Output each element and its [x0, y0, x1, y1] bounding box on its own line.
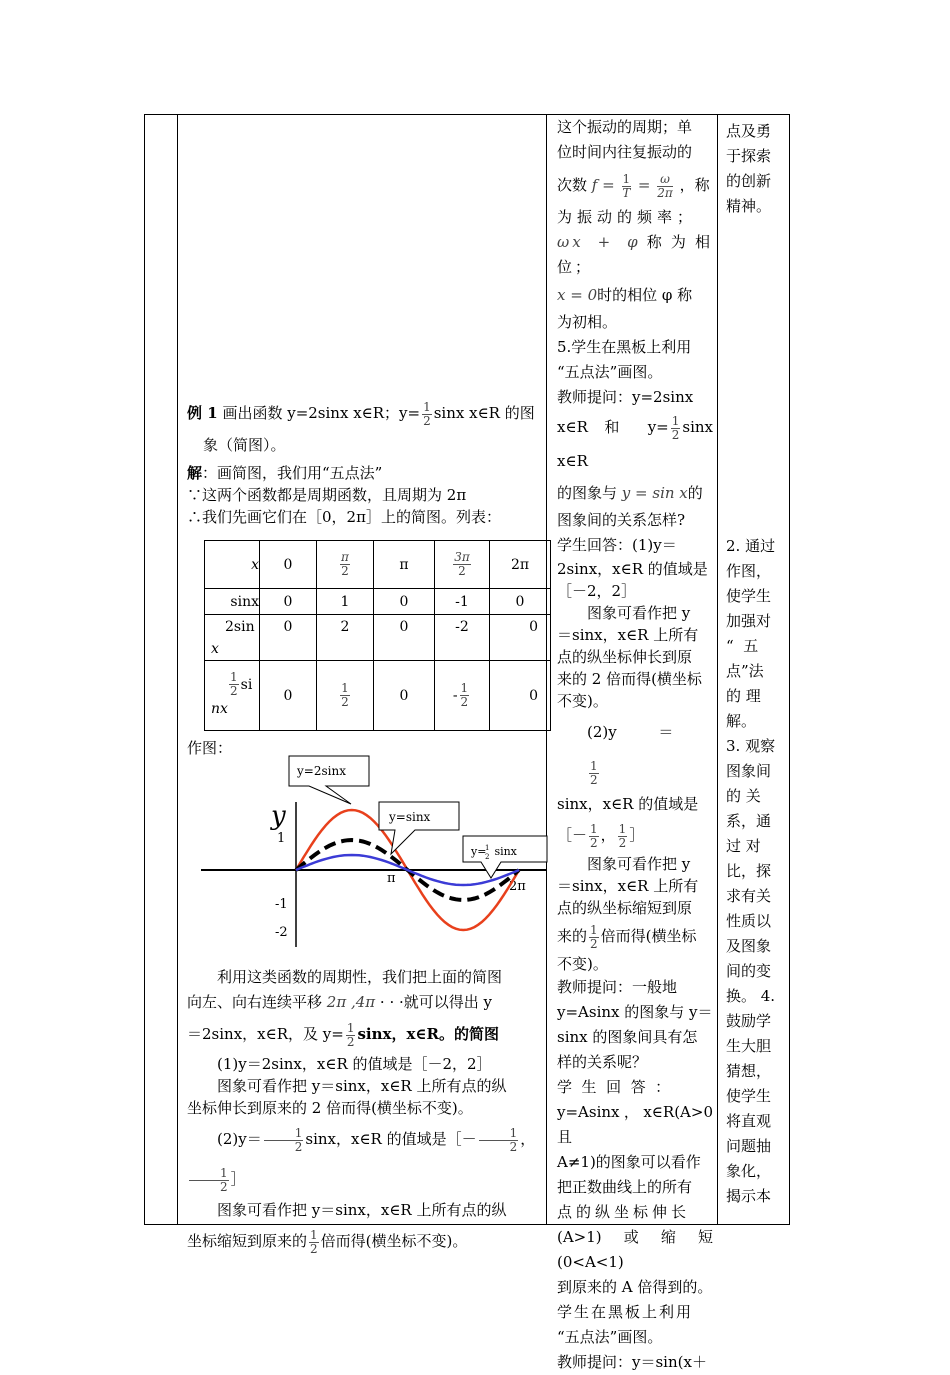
- text-line: 图象可看作把 y＝sinx，x∈R 上所有点的纵: [217, 1077, 507, 1095]
- text-line: 教师提问：y=2sinx: [557, 388, 694, 406]
- text-line: 把正数曲线上的所有: [557, 1178, 693, 1196]
- text-line: (1)y＝2sinx，x∈R 的值域是［－2，2］: [217, 1055, 492, 1073]
- case2-line: (2)y ＝ $\frac{1}{2}$: [587, 723, 675, 787]
- draw-label: 作图：: [187, 739, 233, 757]
- tick-label-2pi: 2π: [509, 879, 526, 894]
- text-line: 为初相。: [557, 313, 618, 331]
- text-line: y=Asinx 的图象与 y＝: [557, 1003, 713, 1021]
- text-line: 样的关系呢？: [557, 1053, 648, 1071]
- table-header-cell: π: [374, 541, 435, 589]
- design-intent-column: 点及勇 于探索 的创新 精神。 2. 通过 作图， 使学生 加强对 “ 五 点”法 的 理 解。 3. 观察 图象间 的 关 系，通 过 对 比，探 求有关 性质以 及图象 间的变 换。 4. 鼓励学 生大胆 猜想， 使学生 将直观 问题抽 象化， 揭示本: [726, 122, 776, 1205]
- callout-2sinx-text: y=2sinx: [297, 764, 346, 778]
- frequency-line: 次数 f = $\frac{1}{T}$ = $\frac{\omega}{2\pi}$ ，称: [557, 171, 710, 200]
- table-row: $\frac{1}{2}$ si nx 0 $\frac{1}{2}$ 0 - $\frac{1}{2}$ 0: [205, 661, 551, 731]
- text-line: 点的纵坐标缩短到原: [557, 899, 693, 917]
- table-header-cell: $\frac{\pi}{2}$: [317, 541, 374, 589]
- text-line: 来的 2 倍而得(横坐标: [557, 670, 702, 688]
- example-heading-cont: 象（简图）。: [203, 436, 286, 454]
- solution-line: 解：画简图，我们用“五点法”: [187, 464, 383, 482]
- text-line: y=Asinx，x∈R(A>0 且: [557, 1103, 713, 1146]
- functions-line: x∈R 和 y= $\frac{1}{2}$ sinx x∈R: [557, 413, 713, 470]
- svg-text:2: 2: [485, 853, 490, 861]
- tick-label-neg1: -1: [275, 897, 288, 912]
- text-line: 图象可看作把 y: [587, 604, 691, 622]
- relation-line: 的图象与 y = sin x的: [557, 484, 703, 502]
- callout-sinx-text: y=sinx: [389, 810, 431, 824]
- y-axis-label: y: [271, 801, 286, 831]
- table-row: 2sin x 0 2 0 -2 0: [205, 615, 551, 661]
- text-line: ＝sinx，x∈R 上所有: [557, 626, 699, 644]
- text-line: 点的纵坐标伸长: [557, 1203, 691, 1221]
- table-header-x: x: [205, 541, 260, 589]
- example-column: [187, 398, 541, 528]
- table-row: sinx 0 1 0 -1 0: [205, 589, 551, 615]
- phase-line: ωx + φ称为相位；: [557, 233, 713, 276]
- text-line: 5.学生在黑板上利用: [557, 338, 692, 356]
- shrink-line: 来的 $\frac{1}{2}$ 倍而得(横坐标: [557, 922, 697, 951]
- text-line: A≠1)的图象可以看作: [557, 1153, 701, 1171]
- text-line: 学生在黑板上利用: [557, 1303, 694, 1321]
- text-line: 图象可看作把 y＝sinx，x∈R 上所有点的纵: [217, 1201, 507, 1219]
- text-line: sinx 的图象间具有怎: [557, 1028, 698, 1046]
- text-line: ＝sinx，x∈R 上所有: [557, 877, 699, 895]
- initial-phase-line: x = 0时的相位 φ 称: [557, 286, 693, 304]
- tick-label-pi: π: [387, 871, 396, 886]
- graph-conclusion-line: ＝2sinx，x∈R，及 y= $\frac{1}{2}$ sinx，x∈R。的简图: [187, 1020, 499, 1049]
- range-line: ［－ $\frac{1}{2}$ ， $\frac{1}{2}$ ］: [557, 821, 645, 850]
- svg-text:1: 1: [485, 844, 490, 852]
- case2-left-line: (2)y＝ $\frac{1}{2}$ sinx，x∈R 的值域是［－ $\frac{1}{2}$ ， $\frac{1}{2}$ ］: [187, 1119, 541, 1199]
- text-line: “五点法”画图。: [557, 1328, 663, 1346]
- shrink-left-line: 坐标缩短到原来的 $\frac{1}{2}$ 倍而得(横坐标不变)。: [187, 1227, 468, 1256]
- text-line: 坐标伸长到原来的 2 倍而得(横坐标不变)。: [187, 1099, 473, 1117]
- table-header-cell: 2π: [490, 541, 551, 589]
- tick-label-1: 1: [277, 831, 286, 846]
- tick-label-neg2: -2: [275, 925, 288, 940]
- table-header-cell: 0: [260, 541, 317, 589]
- text-line: 不变)。: [557, 955, 608, 973]
- text-line: 利用这类函数的周期性，我们把上面的简图: [217, 968, 503, 986]
- text-line: 学 生 回 答 ：: [557, 1078, 671, 1096]
- text-line: 图象可看作把 y: [587, 855, 691, 873]
- text-line: 这个振动的周期；单: [557, 118, 693, 136]
- teacher-student-column: [557, 115, 713, 1375]
- text-line: sinx，x∈R 的值域是: [557, 795, 699, 813]
- text-line: 学生回答：(1)y＝: [557, 536, 677, 554]
- fraction-omega-over-2pi: $\frac{\omega}{2\pi}$: [657, 171, 673, 200]
- five-point-table: [204, 540, 551, 731]
- text-line: (A>1)或缩短(0<A<1): [557, 1228, 713, 1271]
- text-line: 教师提问：一般地: [557, 978, 678, 996]
- column-divider: [177, 115, 178, 1224]
- text-line: ［－2，2］: [557, 582, 637, 600]
- shift-line: 向左、向右连续平移 2π ,4π · · ·就可以得出 y: [187, 993, 493, 1011]
- example-heading: 例 1 画出函数 y=2sinx x∈R；y= $\frac{1}{2}$ sinx x∈R 的图: [187, 399, 535, 428]
- table-header-cell: $\frac{3\pi}{2}$: [435, 541, 490, 589]
- column-divider: [717, 115, 718, 1224]
- sine-graph: [201, 752, 551, 958]
- lesson-table-frame: [144, 114, 790, 1371]
- text-line: 到原来的 A 倍得到的。: [557, 1278, 713, 1296]
- text-line: 不变)。: [557, 692, 608, 710]
- text-line: 位时间内往复振动的: [557, 143, 693, 161]
- text-line: 为振动的频率；: [557, 208, 698, 226]
- text-line: 教师提问：y＝sin(x＋: [557, 1353, 707, 1371]
- therefore-line: ∴我们先画它们在［0，2π］上的简图。列表：: [187, 508, 501, 526]
- text-line: 点的纵坐标伸长到原: [557, 648, 693, 666]
- explanation-block: [187, 965, 541, 1261]
- text-line: 2sinx，x∈R 的值域是: [557, 560, 708, 578]
- fraction-1-over-T: $\frac{1}{T}$: [622, 171, 631, 200]
- because-line: ∵这两个函数都是周期函数，且周期为 2π: [187, 486, 467, 504]
- text-line: 图象间的关系怎样?: [557, 511, 686, 529]
- callout-half-text: y= sinx: [471, 845, 517, 858]
- text-line: “五点法”画图。: [557, 363, 663, 381]
